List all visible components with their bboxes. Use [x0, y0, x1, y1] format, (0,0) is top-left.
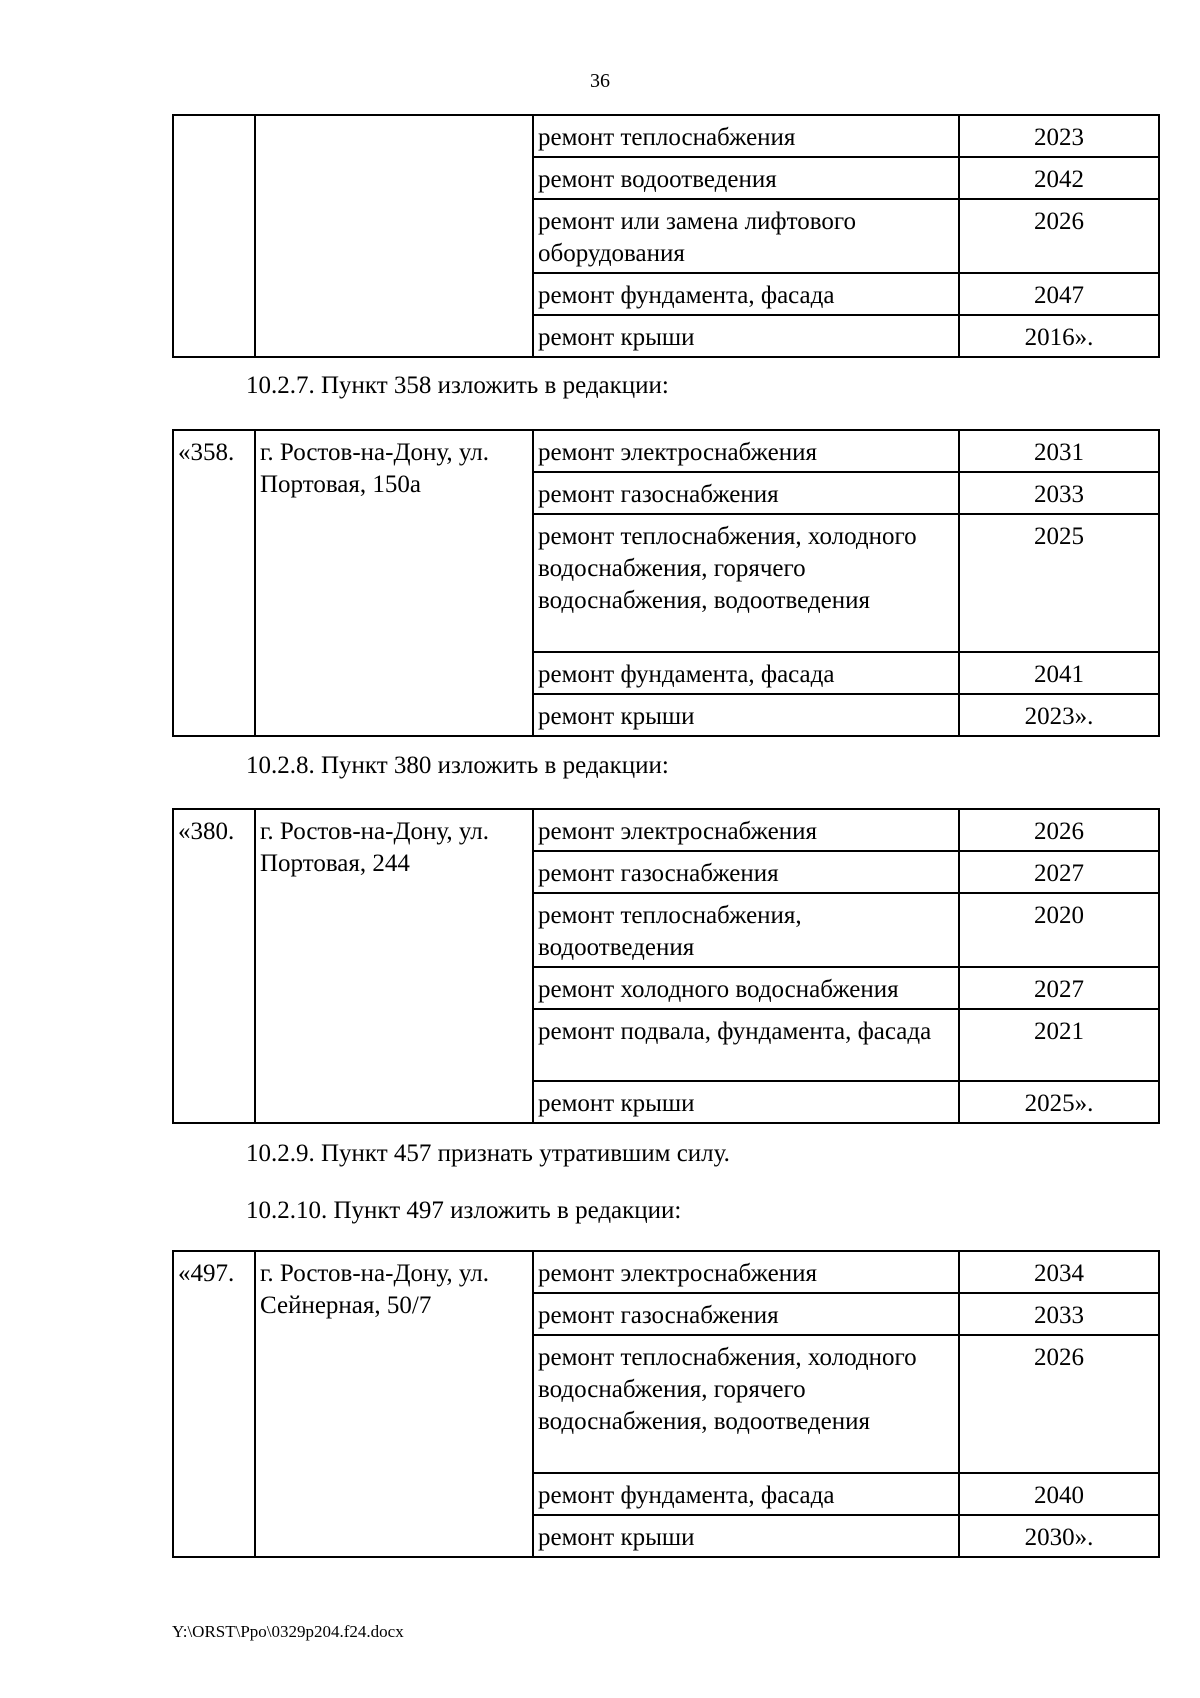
work-cell: ремонт теплоснабжения, водоотведения	[533, 893, 959, 967]
work-cell: ремонт водоотведения	[533, 157, 959, 199]
paragraph-10-2-8: 10.2.8. Пункт 380 изложить в редакции:	[246, 752, 669, 779]
year-cell: 2020	[959, 893, 1159, 967]
year-cell: 2026	[959, 809, 1159, 851]
item-number-cell: «380.	[173, 809, 255, 1123]
year-cell: 2042	[959, 157, 1159, 199]
work-cell: ремонт крыши	[533, 1515, 959, 1557]
work-cell: ремонт электроснабжения	[533, 1251, 959, 1293]
year-cell: 2023	[959, 115, 1159, 157]
year-cell: 2033	[959, 472, 1159, 514]
year-cell: 2034	[959, 1251, 1159, 1293]
work-cell: ремонт теплоснабжения, холодного водоснабжения, горячего водоснабжения, водоотведения	[533, 514, 959, 652]
file-path-footer: Y:\ORST\Ppo\0329p204.f24.docx	[172, 1622, 404, 1641]
year-cell: 2025».	[959, 1081, 1159, 1123]
year-cell: 2033	[959, 1293, 1159, 1335]
item-number-cell: «497.	[173, 1251, 255, 1557]
work-cell: ремонт фундамента, фасада	[533, 652, 959, 694]
item-number-cell	[173, 115, 255, 357]
year-cell: 2030».	[959, 1515, 1159, 1557]
works-table-380	[172, 808, 1160, 1124]
work-cell: ремонт теплоснабжения, холодного водоснабжения, горячего водоснабжения, водоотведения	[533, 1335, 959, 1473]
work-cell: ремонт теплоснабжения	[533, 115, 959, 157]
address-cell: г. Ростов-на-Дону, ул. Сейнерная, 50/7	[255, 1251, 533, 1557]
works-table-497	[172, 1250, 1160, 1558]
works-table-358	[172, 429, 1160, 737]
work-cell: ремонт фундамента, фасада	[533, 273, 959, 315]
works-table-continuation	[172, 114, 1160, 358]
work-cell: ремонт подвала, фундамента, фасада	[533, 1009, 959, 1081]
address-cell: г. Ростов-на-Дону, ул. Портовая, 150а	[255, 430, 533, 736]
work-cell: ремонт или замена лифтового оборудования	[533, 199, 959, 273]
work-cell: ремонт газоснабжения	[533, 472, 959, 514]
year-cell: 2027	[959, 967, 1159, 1009]
work-cell: ремонт электроснабжения	[533, 430, 959, 472]
year-cell: 2025	[959, 514, 1159, 652]
work-cell: ремонт электроснабжения	[533, 809, 959, 851]
year-cell: 2021	[959, 1009, 1159, 1081]
year-cell: 2041	[959, 652, 1159, 694]
work-cell: ремонт крыши	[533, 315, 959, 357]
work-cell: ремонт крыши	[533, 694, 959, 736]
paragraph-10-2-7: 10.2.7. Пункт 358 изложить в редакции:	[246, 372, 669, 399]
item-number-cell: «358.	[173, 430, 255, 736]
year-cell: 2026	[959, 1335, 1159, 1473]
year-cell: 2016».	[959, 315, 1159, 357]
work-cell: ремонт газоснабжения	[533, 1293, 959, 1335]
year-cell: 2027	[959, 851, 1159, 893]
paragraph-10-2-9: 10.2.9. Пункт 457 признать утратившим силу.	[246, 1140, 730, 1167]
paragraph-10-2-10: 10.2.10. Пункт 497 изложить в редакции:	[246, 1197, 682, 1224]
work-cell: ремонт газоснабжения	[533, 851, 959, 893]
work-cell: ремонт фундамента, фасада	[533, 1473, 959, 1515]
address-cell: г. Ростов-на-Дону, ул. Портовая, 244	[255, 809, 533, 1123]
work-cell: ремонт крыши	[533, 1081, 959, 1123]
year-cell: 2026	[959, 199, 1159, 273]
year-cell: 2040	[959, 1473, 1159, 1515]
year-cell: 2031	[959, 430, 1159, 472]
year-cell: 2023».	[959, 694, 1159, 736]
address-cell	[255, 115, 533, 357]
year-cell: 2047	[959, 273, 1159, 315]
page-number: 36	[590, 70, 610, 92]
work-cell: ремонт холодного водоснабжения	[533, 967, 959, 1009]
